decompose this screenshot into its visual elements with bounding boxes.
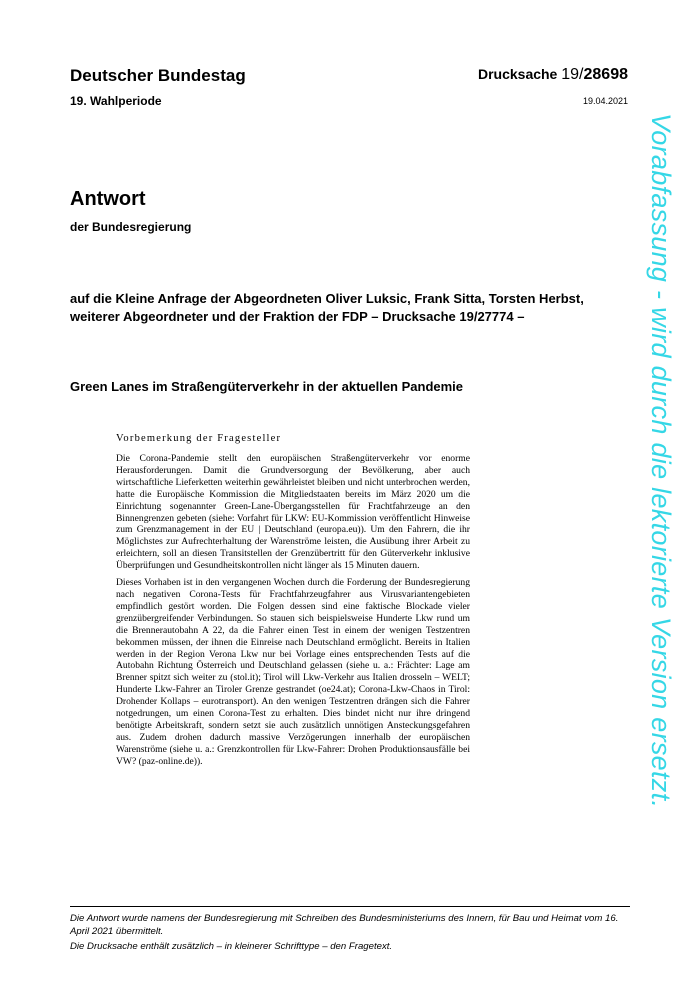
inquiry-reference: auf die Kleine Anfrage der Abgeordneten Oliver Luksic, Frank Sitta, Torsten Herbst, weiterer Abgeordneter und der Fraktion der FDP – Drucksache 19/27774 – (70, 291, 584, 324)
document-label: Drucksache (477, 66, 558, 82)
footer-note: Die Drucksache enthält zusätzlich – in kleinerer Schrifttype – den Fragetext. (70, 941, 393, 952)
document-number-prefix: 19/ (561, 66, 584, 83)
page-title: Antwort (70, 188, 146, 210)
document-number (478, 66, 628, 84)
paragraph: Die Corona-Pandemie stellt den europäischen Straßengüterverkehr vor enorme Herausforderungen. Damit die Grundversorgung der Bevölkerung, aber auch wirtschaftliche Lieferketten weiterhin gewährleistet bleiben und nicht unterbrochen werden, hatte die Europäische Kommission die Mitgliedstaaten bereits im März 2020 um die Einrichtung sogenannter Green-Lane-Übergangsstellen für Frachtfahrzeuge an den Binnengrenzen gebeten (siehe: Vorfahrt für LKW: EU-Kommission veröffentlicht Hinweise zum Grenzmanagement in der EU | Deutschland (europa.eu)). Um den Fahrern, die ihr Möglichstes zur Aufrechterhaltung der Warenströme leisten, die Ausübung ihrer Arbeit zu erleichtern, soll an diesen Transitstellen der Grenzübertritt für den Güterverkehr inklusive Überprüfungen und Gesundheitskontrollen nicht länger als 15 Minuten dauern. (116, 453, 470, 572)
footer-note: Die Antwort wurde namens der Bundesregierung mit Schreiben des Bundesministeriums des Innern, für Bau und Heimat vom 16. April 2021 übermittelt. (70, 913, 619, 937)
footer-divider (70, 906, 630, 907)
legislative-period: 19. Wahlperiode (70, 94, 162, 108)
preliminary-body (116, 453, 470, 773)
document-date: 19.04.2021 (582, 96, 628, 106)
document-number-value: 28698 (583, 66, 628, 83)
preliminary-title: Vorbemerkung der Fragesteller (116, 433, 282, 444)
page-subtitle: der Bundesregierung (70, 220, 192, 234)
footer-notes (70, 913, 630, 957)
institution-name: Deutscher Bundestag (70, 66, 246, 85)
subject-heading: Green Lanes im Straßengüterverkehr in der aktuellen Pandemie (70, 379, 464, 394)
paragraph: Dieses Vorhaben ist in den vergangenen Wochen durch die Forderung der Bundesregierung nach negativen Corona-Tests für Frachtfahrzeugfahrer aus Virusvariantengebieten empfindlich gestört worden. Die Folgen dessen sind eine faktische Blockade vieler grenzübergreifender Verbindungen. So stauen sich beispielsweise Hunderte Lkw rund um die Brennerautobahn A 22, da die Fahrer einen Test in einem der wenigen Testzentren bekommen müssen, der ihnen die Einreise nach Deutschland ermöglicht. Bereits in Italien werden in der Region Verona Lkw nur bei Vorlage eines entsprechenden Tests auf die Autobahn Richtung Österreich und Deutschland gelassen (siehe u. a.: Frächter: Lage am Brenner spitzt sich weiter zu (stol.it); Tirol will Lkw-Verkehr aus Italien drosseln – WELT; Hunderte Lkw-Fahrer an Tiroler Grenze gestrandet (oe24.at); Corona-Lkw-Chaos in Tirol: Drohender Kollaps – eurotransport). An den wenigen Testzentren drängen sich die Fahrer notgedrungen, um einen Corona-Test zu erhalten. Dies bindet nicht nur ihre dringend benötigte Arbeitskraft, sondern setzt sie auch zusätzlich unnötigen Ansteckungsgefahren aus. Zudem drohen dadurch massive Verzögerungen innerhalb der europäischen Warenströme (siehe u. a.: Grenzkontrollen für Lkw-Fahrer: Drohen Produktionsausfälle bei VW? (paz-online.de)). (116, 577, 470, 767)
draft-watermark: Vorabfassung - wird durch die lektorierte Version ersetzt. (646, 113, 676, 809)
